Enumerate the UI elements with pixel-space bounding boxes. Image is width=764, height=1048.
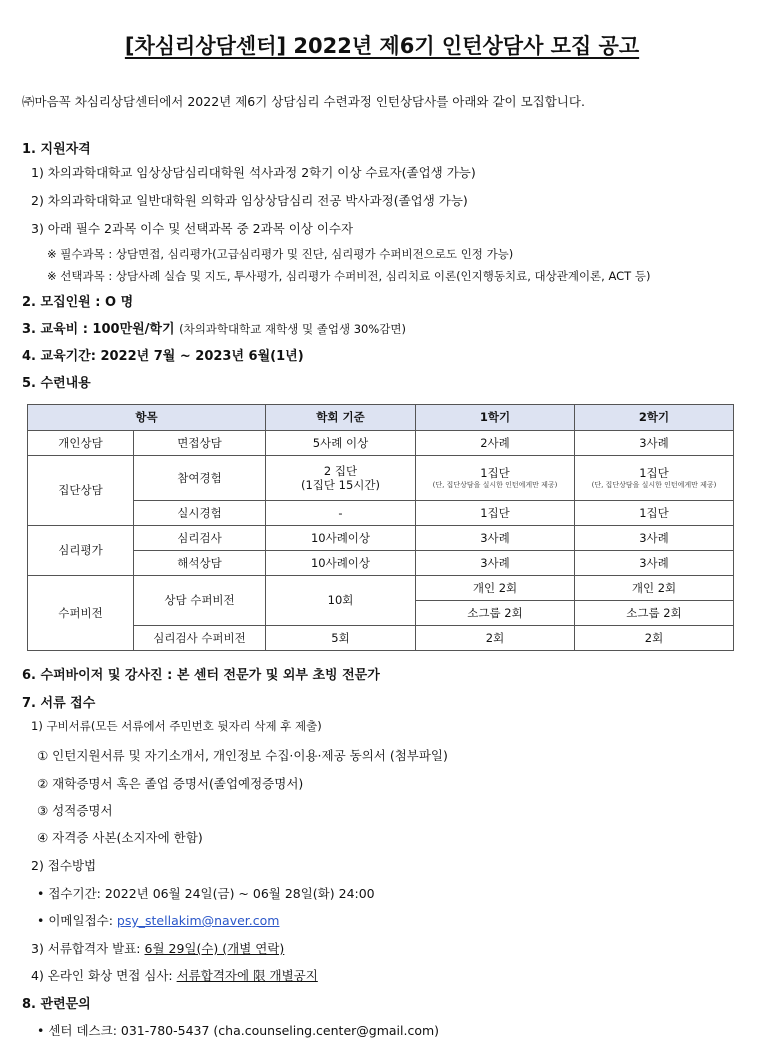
header-item: 항목 <box>28 405 266 431</box>
standard-line-2: (1집단 15시간) <box>300 478 380 492</box>
section-supervisors: 6. 수퍼바이저 및 강사진 : 본 센터 전문가 및 외부 초빙 전문가 <box>22 668 380 683</box>
row-item: 면접상담 <box>134 431 266 456</box>
row-standard: 5사례 이상 <box>266 431 416 456</box>
row-standard <box>266 456 416 501</box>
table-row <box>28 501 734 526</box>
row-item: 심리검사 <box>134 526 266 551</box>
row-sem1: 3사례 <box>416 551 575 576</box>
row-sem2: 3사례 <box>575 526 734 551</box>
row-sem1: 소그룹 2회 <box>416 601 575 626</box>
submission-method-heading: 2) 접수방법 <box>31 858 97 873</box>
result-date: 6월 29일(수) (개별 연락) <box>144 941 285 956</box>
eligibility-item: 1) 차의과학대학교 임상상담심리대학원 석사과정 2학기 이상 수료자(졸업생 가능) <box>31 165 476 180</box>
row-sem1: 개인 2회 <box>416 576 575 601</box>
online-interview <box>31 966 318 984</box>
table-row <box>28 526 734 551</box>
row-standard: 10회 <box>266 576 416 626</box>
section-period: 4. 교육기간: 2022년 7월 ~ 2023년 6월(1년) <box>22 349 304 364</box>
row-sem2: 3사례 <box>575 431 734 456</box>
row-sem1 <box>416 456 575 501</box>
row-sem2 <box>575 456 734 501</box>
group-assessment: 심리평가 <box>28 526 134 576</box>
intro-text: ㈜마음꼭 차심리상담센터에서 2022년 제6기 상담심리 수련과정 인턴상담사를 아래와 같이 모집합니다. <box>22 94 585 109</box>
group-individual: 개인상담 <box>28 431 134 456</box>
table-row <box>28 551 734 576</box>
row-sem2: 2회 <box>575 626 734 651</box>
result-announcement <box>31 939 284 957</box>
row-standard: 10사례이상 <box>266 551 416 576</box>
header-standard: 학회 기준 <box>266 405 416 431</box>
section-recruit-count: 2. 모집인원 : O 명 <box>22 295 134 310</box>
table-header-row <box>28 405 734 431</box>
section-submission-heading: 7. 서류 접수 <box>22 696 96 711</box>
sem1-note: (단, 집단상담을 실시한 인턴에게만 제공) <box>432 480 558 489</box>
section-contact-heading: 8. 관련문의 <box>22 997 91 1012</box>
row-sem1: 3사례 <box>416 526 575 551</box>
email-label: • 이메일접수: <box>37 913 117 928</box>
row-item: 참여경험 <box>134 456 266 501</box>
row-standard: 5회 <box>266 626 416 651</box>
standard-line-1: 2 집단 <box>323 463 358 478</box>
required-courses-note: ※ 필수과목 : 상담면접, 심리평가(고급심리평가 및 진단, 심리평가 수퍼비전으로도 인정 가능) <box>47 247 514 261</box>
row-item: 해석상담 <box>134 551 266 576</box>
curriculum-table <box>27 404 734 651</box>
row-item: 상담 수퍼비전 <box>134 576 266 626</box>
section-curriculum-heading: 5. 수련내용 <box>22 376 91 391</box>
row-item: 실시경험 <box>134 501 266 526</box>
required-doc-item: ① 인턴지원서류 및 자기소개서, 개인정보 수집·이용·제공 동의서 (첨부파일) <box>37 748 448 763</box>
sem2-note: (단, 집단상담을 실시한 인턴에게만 제공) <box>591 480 717 489</box>
contact-info: • 센터 데스크: 031-780-5437 (cha.counseling.center@gmail.com) <box>37 1023 440 1038</box>
group-supervision: 수퍼비전 <box>28 576 134 651</box>
row-sem2: 3사례 <box>575 551 734 576</box>
header-semester-2: 2학기 <box>575 405 734 431</box>
required-doc-item: ③ 성적증명서 <box>37 803 113 818</box>
table-row <box>28 456 734 501</box>
group-group: 집단상담 <box>28 456 134 526</box>
eligibility-item: 2) 차의과학대학교 일반대학원 의학과 임상상담심리 전공 박사과정(졸업생 가능) <box>31 193 468 208</box>
sem2-value: 1집단 <box>639 466 669 481</box>
email-link[interactable]: psy_stellakim@naver.com <box>116 913 280 928</box>
tuition-heading: 3. 교육비 : 100만원/학기 <box>22 322 175 337</box>
elective-courses-note: ※ 선택과목 : 상담사례 실습 및 지도, 투사평가, 심리평가 수퍼비전, 심리치료 이론(인지행동치료, 대상관계이론, ACT 등) <box>47 269 651 283</box>
sem1-value: 1집단 <box>480 466 510 481</box>
interview-value: 서류합격자에 限 개별공지 <box>176 968 318 983</box>
row-standard: - <box>266 501 416 526</box>
section-tuition <box>22 318 406 337</box>
email-submission <box>37 911 279 929</box>
interview-label: 4) 온라인 화상 면접 심사: <box>31 968 177 983</box>
required-docs-heading: 1) 구비서류(모든 서류에서 주민번호 뒷자리 삭제 후 제출) <box>31 719 322 733</box>
row-sem1: 2사례 <box>416 431 575 456</box>
submission-period: • 접수기간: 2022년 06월 24일(금) ~ 06월 28일(화) 24:00 <box>37 886 375 901</box>
row-sem1: 1집단 <box>416 501 575 526</box>
row-sem2: 소그룹 2회 <box>575 601 734 626</box>
required-doc-item: ② 재학증명서 혹은 졸업 증명서(졸업예정증명서) <box>37 776 304 791</box>
table-row <box>28 576 734 601</box>
page-title: [차심리상담센터] 2022년 제6기 인턴상담사 모집 공고 <box>124 34 640 58</box>
required-doc-item: ④ 자격증 사본(소지자에 한함) <box>37 830 203 845</box>
row-sem2: 개인 2회 <box>575 576 734 601</box>
eligibility-item: 3) 아래 필수 2과목 이수 및 선택과목 중 2과목 이상 이수자 <box>31 221 354 236</box>
table-row <box>28 431 734 456</box>
result-label: 3) 서류합격자 발표: <box>31 941 145 956</box>
row-sem1: 2회 <box>416 626 575 651</box>
row-sem2: 1집단 <box>575 501 734 526</box>
row-item: 심리검사 수퍼비전 <box>134 626 266 651</box>
section-eligibility-heading: 1. 지원자격 <box>22 142 91 157</box>
header-semester-1: 1학기 <box>416 405 575 431</box>
tuition-discount-note: (차의과학대학교 재학생 및 졸업생 30%감면) <box>179 322 406 336</box>
row-standard: 10사례이상 <box>266 526 416 551</box>
table-row <box>28 626 734 651</box>
